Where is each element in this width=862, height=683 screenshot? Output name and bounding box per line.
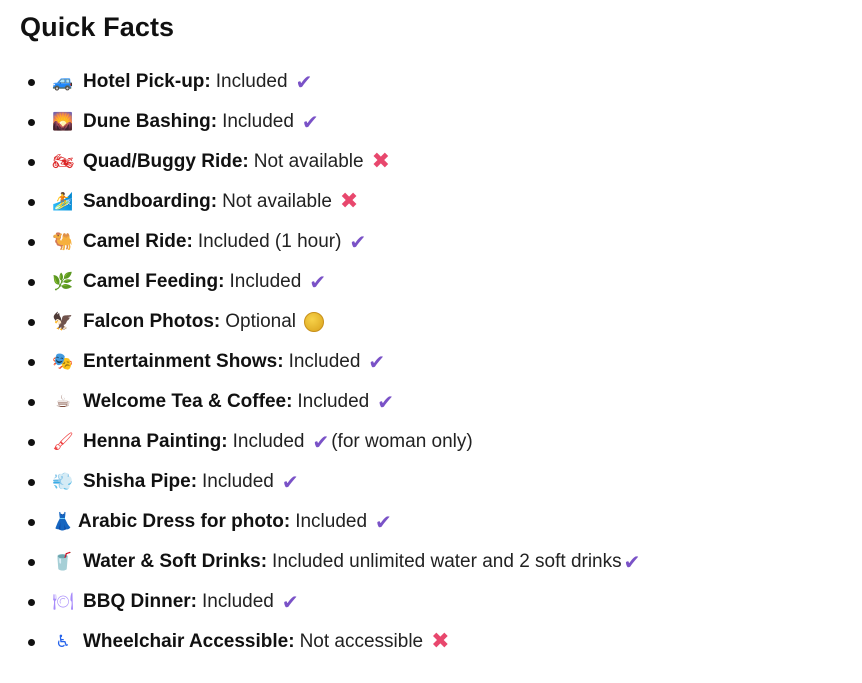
item-text: [83, 311, 324, 333]
item-text: [83, 271, 326, 293]
item-value: Included: [232, 431, 305, 452]
item-text: [78, 511, 392, 533]
item-value: Not available: [222, 191, 332, 212]
bullet: [28, 79, 35, 86]
check-mark-icon: ✔: [312, 430, 330, 454]
check-mark-icon: ✔: [377, 390, 395, 414]
item-label: Entertainment Shows:: [83, 351, 284, 372]
list-item: [0, 62, 862, 102]
sunrise-over-dunes-icon: 🌄: [52, 112, 74, 132]
item-label: Dune Bashing:: [83, 111, 218, 132]
list-item: [0, 422, 862, 462]
bullet: [28, 119, 35, 126]
list-item: [0, 142, 862, 182]
item-value: Included: [297, 391, 370, 412]
item-label: BBQ Dinner:: [83, 591, 197, 612]
check-mark-icon: ✔: [301, 110, 319, 134]
cross-mark-icon: ✖: [339, 189, 359, 214]
cross-mark-icon: ✖: [431, 629, 450, 654]
check-mark-icon: ✔: [375, 510, 392, 534]
bullet: [28, 519, 35, 526]
hot-beverage-icon: ☕: [55, 392, 71, 412]
item-text: [83, 151, 390, 173]
surfer-icon: 🏄: [52, 192, 74, 212]
page-title: Quick Facts: [20, 12, 175, 42]
paintbrush-icon: 🖌: [52, 432, 74, 452]
check-mark-icon: ✔: [368, 350, 386, 374]
wheelchair-icon: ♿: [55, 632, 71, 652]
theater-masks-icon: 🎭: [52, 352, 74, 372]
item-value: Not accessible: [299, 631, 424, 652]
check-mark-icon: ✔: [281, 470, 299, 494]
list-item: [0, 102, 862, 142]
bullet: [28, 159, 35, 166]
item-text: [83, 191, 358, 213]
item-label: Arabic Dress for photo:: [78, 511, 291, 532]
list-item: [0, 262, 862, 302]
bullet: [28, 319, 35, 326]
item-text: [83, 351, 385, 373]
list-item: [0, 542, 862, 582]
check-mark-icon: ✔: [309, 270, 327, 294]
list-item: [0, 462, 862, 502]
item-note: (for woman only): [331, 431, 473, 452]
bullet: [28, 399, 35, 406]
item-text: [83, 431, 473, 453]
item-label: Sandboarding:: [83, 191, 218, 212]
list-item: [0, 622, 862, 662]
herb-leaf-icon: 🌿: [52, 272, 74, 292]
item-value: Included: [222, 111, 294, 132]
check-mark-icon: ✔: [295, 70, 313, 94]
item-value: Included unlimited water and 2 soft drinks: [272, 551, 622, 572]
bullet: [28, 239, 35, 246]
list-item: [0, 222, 862, 262]
optional-coin-icon: [304, 312, 324, 332]
item-label: Welcome Tea & Coffee:: [83, 391, 293, 412]
item-text: [83, 631, 450, 653]
list-item: [0, 182, 862, 222]
item-value: Included: [295, 511, 368, 532]
bullet: [28, 439, 35, 446]
bullet: [28, 199, 35, 206]
motorcycle-icon: 🏍: [52, 152, 74, 172]
item-label: Henna Painting:: [83, 431, 228, 452]
item-text: [83, 591, 299, 613]
check-mark-icon: ✔: [349, 230, 367, 254]
item-value: Optional: [225, 311, 297, 332]
item-text: [83, 391, 394, 413]
item-value: Not available: [253, 151, 364, 172]
list-item: [0, 382, 862, 422]
item-value: Included: [202, 471, 274, 492]
item-value: Included: [229, 271, 302, 292]
item-label: Hotel Pick-up:: [83, 71, 211, 92]
bullet: [28, 279, 35, 286]
item-label: Camel Feeding:: [83, 271, 225, 292]
list-item: [0, 342, 862, 382]
item-text: [83, 231, 366, 253]
bullet: [28, 479, 35, 486]
bullet: [28, 559, 35, 566]
item-value: Included: [202, 591, 274, 612]
item-label: Quad/Buggy Ride:: [83, 151, 249, 172]
item-label: Wheelchair Accessible:: [83, 631, 295, 652]
item-label: Water & Soft Drinks:: [83, 551, 268, 572]
plate-with-cutlery-icon: 🍽: [52, 592, 74, 612]
falcon-icon: 🦅: [52, 312, 74, 332]
cross-mark-icon: ✖: [371, 149, 391, 174]
item-text: [83, 71, 312, 93]
item-value: Included (1 hour): [197, 231, 342, 252]
cup-with-straw-icon: 🥤: [52, 552, 74, 572]
check-mark-icon: ✔: [281, 590, 299, 614]
bullet: [28, 639, 35, 646]
item-text: [83, 111, 319, 133]
bullet: [28, 359, 35, 366]
list-item: [0, 302, 862, 342]
check-mark-icon: ✔: [623, 550, 641, 574]
smoke-puff-icon: 💨: [52, 472, 74, 492]
camel-icon: 🐫: [52, 232, 74, 252]
item-text: [83, 471, 299, 493]
quick-facts-list: [0, 62, 862, 662]
item-text: [83, 551, 640, 573]
list-item: [0, 502, 862, 542]
bullet: [28, 599, 35, 606]
jeep-icon: 🚙: [52, 72, 74, 92]
item-label: Camel Ride:: [83, 231, 193, 252]
item-label: Shisha Pipe:: [83, 471, 198, 492]
list-item: [0, 582, 862, 622]
item-value: Included: [288, 351, 361, 372]
item-label: Falcon Photos:: [83, 311, 221, 332]
item-value: Included: [215, 71, 288, 92]
dress-icon: 👗: [52, 512, 74, 532]
